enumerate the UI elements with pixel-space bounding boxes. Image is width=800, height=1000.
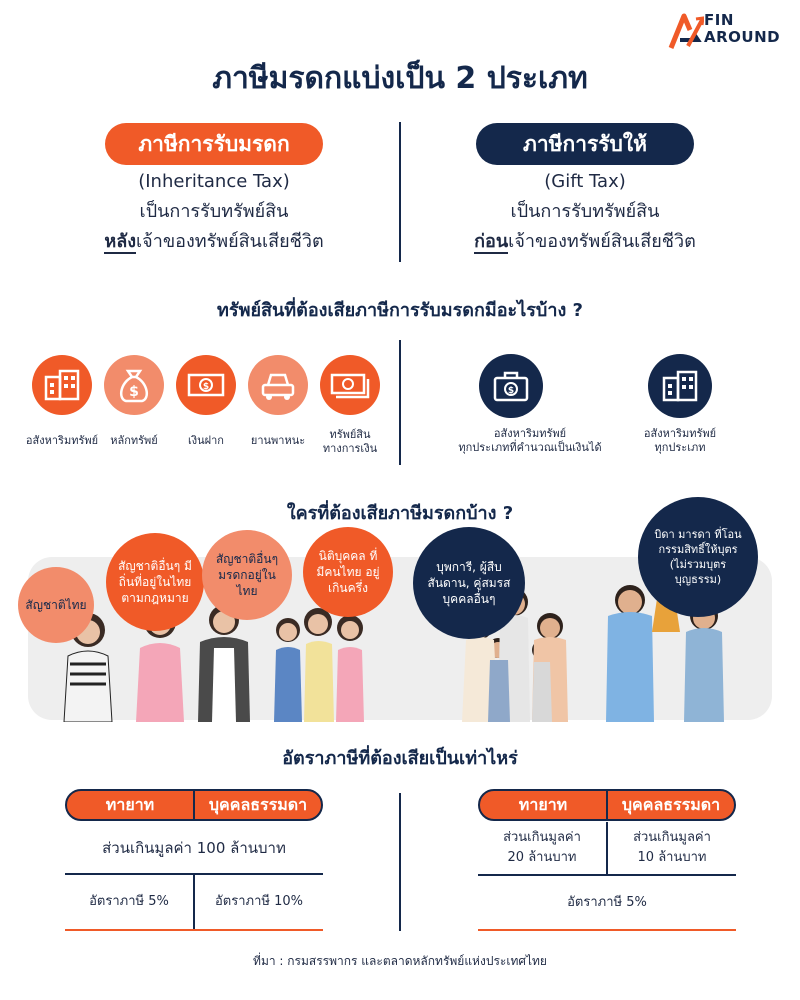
bubble-parents-transfer: บิดา มารดา ที่โอนกรรมสิทธิ์ให้บุตร (ไม่รวมบุตรบุญธรรม) bbox=[638, 497, 758, 617]
assets-heading: ทรัพย์สินที่ต้องเสียภาษีการรับมรดกมีอะไรบ้าง ? bbox=[217, 300, 583, 321]
banknote-icon bbox=[176, 355, 236, 415]
gift-desc-line1: เป็นการรับทรัพย์สิน bbox=[510, 201, 660, 222]
table-right-header bbox=[478, 789, 736, 821]
bubble-thai-nationality: สัญชาติไทย bbox=[18, 567, 94, 643]
gift-desc-line2: ก่อนเจ้าของทรัพย์สินเสียชีวิต bbox=[474, 231, 696, 252]
table-right-col-heir: ทายาท bbox=[518, 794, 568, 814]
car-icon bbox=[248, 355, 308, 415]
table-left-rate-individual: อัตราภาษี 10% bbox=[215, 894, 303, 909]
bubble-juristic-person: นิติบุคคล ที่มีคนไทย อยู่เกินครึ่ง bbox=[303, 527, 393, 617]
asset-label-securities: หลักทรัพย์ bbox=[110, 434, 158, 447]
gift-emph: ก่อน bbox=[474, 231, 509, 252]
asset-label-vehicles: ยานพาหนะ bbox=[250, 434, 306, 447]
divider-assets bbox=[399, 340, 401, 465]
svg-text:$: $ bbox=[507, 386, 515, 396]
building-icon bbox=[648, 354, 712, 418]
inheritance-desc-line2: หลังเจ้าของทรัพย์สินเสียชีวิต bbox=[104, 231, 324, 252]
gift-tax-pill: ภาษีการรับให้ bbox=[476, 123, 694, 165]
logo-mark-icon bbox=[668, 10, 704, 50]
inheritance-desc-line1: เป็นการรับทรัพย์สิน bbox=[139, 201, 289, 222]
table-right-individual-threshold: ส่วนเกินมูลค่า 10 ล้านบาท bbox=[633, 830, 711, 865]
table-left-col-individual: บุคคลธรรมดา bbox=[208, 794, 308, 814]
table-right-row-line bbox=[478, 874, 736, 876]
finaround-logo bbox=[668, 10, 793, 52]
bubble-foreign-assets-in-thailand: สัญชาติอื่นๆ มรดกอยู่ในไทย bbox=[202, 530, 292, 620]
rate-heading: อัตราภาษีที่ต้องเสียเป็นเท่าไหร่ bbox=[282, 748, 518, 769]
table-left-threshold: ส่วนเกินมูลค่า 100 ล้านบาท bbox=[102, 839, 286, 857]
table-left-header bbox=[65, 789, 323, 821]
table-right-col-individual: บุคคลธรรมดา bbox=[621, 794, 721, 814]
briefcase-money-icon bbox=[479, 354, 543, 418]
table-right-heir-threshold: ส่วนเกินมูลค่า 20 ล้านบาท bbox=[503, 830, 581, 865]
building-icon bbox=[32, 355, 92, 415]
table-left-col-heir: ทายาท bbox=[105, 794, 155, 814]
svg-text:$: $ bbox=[129, 384, 139, 400]
cash-stack-icon bbox=[320, 355, 380, 415]
divider-rates bbox=[399, 793, 401, 931]
table-left-bottom-line bbox=[65, 929, 323, 931]
gift-english: (Gift Tax) bbox=[544, 171, 626, 192]
bubble-foreign-resident: สัญชาติอื่นๆ มีถิ่นที่อยู่ในไทย ตามกฎหมาย bbox=[106, 533, 204, 631]
page-title: ภาษีมรดกแบ่งเป็น 2 ประเภท bbox=[212, 61, 588, 96]
asset-label-deposits: เงินฝาก bbox=[188, 434, 224, 447]
table-left-rate-heir: อัตราภาษี 5% bbox=[89, 894, 169, 909]
logo-line2: AROUND bbox=[704, 28, 781, 46]
inheritance-emph: หลัง bbox=[104, 231, 137, 252]
money-bag-icon bbox=[104, 355, 164, 415]
table-right-bottom-line bbox=[478, 929, 736, 931]
people-illustration-left bbox=[50, 600, 410, 722]
logo-line1: FIN bbox=[704, 11, 734, 29]
asset-label-real-estate: อสังหาริมทรัพย์ bbox=[25, 434, 99, 447]
asset-label-financial: ทรัพย์สิน ทางการเงิน bbox=[322, 428, 378, 455]
who-heading: ใครที่ต้องเสียภาษีมรดกบ้าง ? bbox=[286, 503, 514, 524]
source-note: ที่มา : กรมสรรพากร และตลาดหลักทรัพย์แห่งประเทศไทย bbox=[253, 954, 547, 968]
asset-label-right-1: อสังหาริมทรัพย์ ทุกประเภทที่คำนวณเป็นเงินได้ bbox=[458, 427, 602, 454]
bubble-heirs: บุพการี, ผู้สืบสันดาน, คู่สมรส บุคคลอื่นๆ bbox=[413, 527, 525, 639]
divider-top bbox=[399, 122, 401, 262]
svg-text:$: $ bbox=[202, 382, 210, 392]
inheritance-english: (Inheritance Tax) bbox=[138, 171, 290, 192]
table-right-rate: อัตราภาษี 5% bbox=[567, 895, 647, 910]
asset-label-right-2: อสังหาริมทรัพย์ ทุกประเภท bbox=[643, 427, 717, 454]
inheritance-tax-pill: ภาษีการรับมรดก bbox=[105, 123, 323, 165]
